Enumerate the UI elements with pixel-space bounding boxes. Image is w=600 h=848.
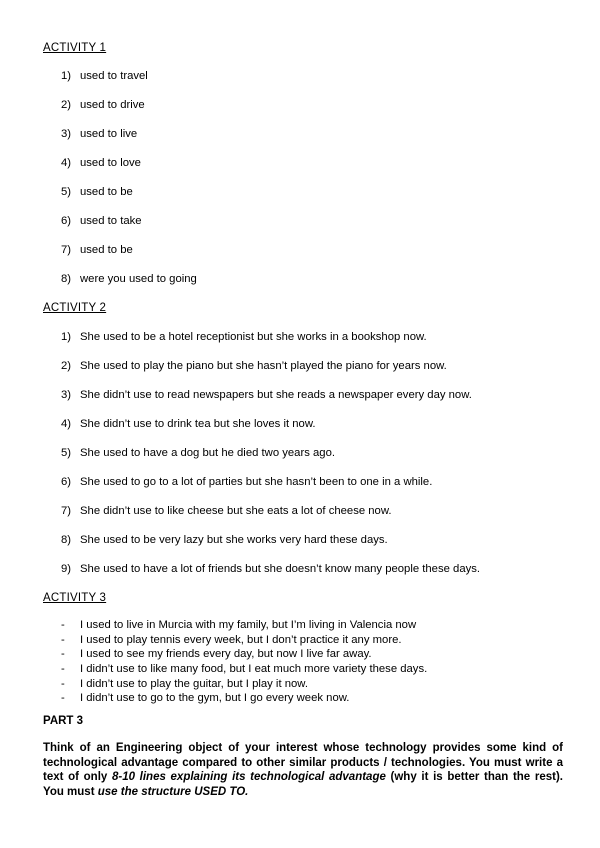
list-item: 1) used to travel [61, 70, 148, 82]
list-item: 8) She used to be very lazy but she works very hard these days. [61, 534, 388, 546]
list-item: - I didn’t use to go to the gym, but I go every week now. [61, 692, 350, 705]
list-item: 9) She used to have a lot of friends but she doesn’t know many people these days. [61, 563, 481, 575]
list-item: 5) used to be [61, 186, 133, 198]
list-item: 6) She used to go to a lot of parties but she hasn’t been to one in a while. [61, 476, 433, 488]
list-item: - I used to live in Murcia with my family, but I’m living in Valencia now [61, 619, 417, 631]
part-3-instructions: Think of an Engineering object of your interest whose technology provides some kind of technological advantage compared to other similar products / technologies. You must write a text of only 8-10 lines explaining its technological advantage (why it is better than the rest). You must use the structure USED TO. [43, 742, 563, 798]
activity-2-heading: ACTIVITY 2 [43, 302, 107, 314]
part-3-heading: PART 3 [43, 715, 84, 727]
list-item: 3) used to live [61, 128, 138, 140]
list-item: 2) She used to play the piano but she hasn’t played the piano for years now. [61, 360, 447, 372]
list-item: 4) She didn’t use to drink tea but she loves it now. [61, 418, 316, 430]
list-item: 7) She didn’t use to like cheese but she eats a lot of cheese now. [61, 505, 392, 517]
list-item: 2) used to drive [61, 99, 145, 111]
list-item: 4) used to love [61, 157, 141, 169]
list-item: - I used to play tennis every week, but I don’t practice it any more. [61, 633, 402, 646]
list-item: 7) used to be [61, 244, 133, 256]
list-item: 3) She didn’t use to read newspapers but she reads a newspaper every day now. [61, 389, 472, 401]
list-item: - I used to see my friends every day, but now I live far away. [61, 648, 372, 661]
activity-3-list [61, 618, 427, 706]
list-item: - I didn’t use to like many food, but I eat much more variety these days. [61, 663, 428, 676]
list-item: 8) were you used to going [61, 273, 197, 285]
list-item: - I didn’t use to play the guitar, but I play it now. [61, 677, 308, 690]
list-item: 1) She used to be a hotel receptionist but she works in a bookshop now. [61, 331, 427, 343]
activity-1-heading: ACTIVITY 1 [43, 42, 107, 54]
list-item: 5) She used to have a dog but he died two years ago. [61, 447, 335, 459]
list-item: 6) used to take [61, 215, 142, 227]
activity-3-heading: ACTIVITY 3 [43, 592, 107, 604]
